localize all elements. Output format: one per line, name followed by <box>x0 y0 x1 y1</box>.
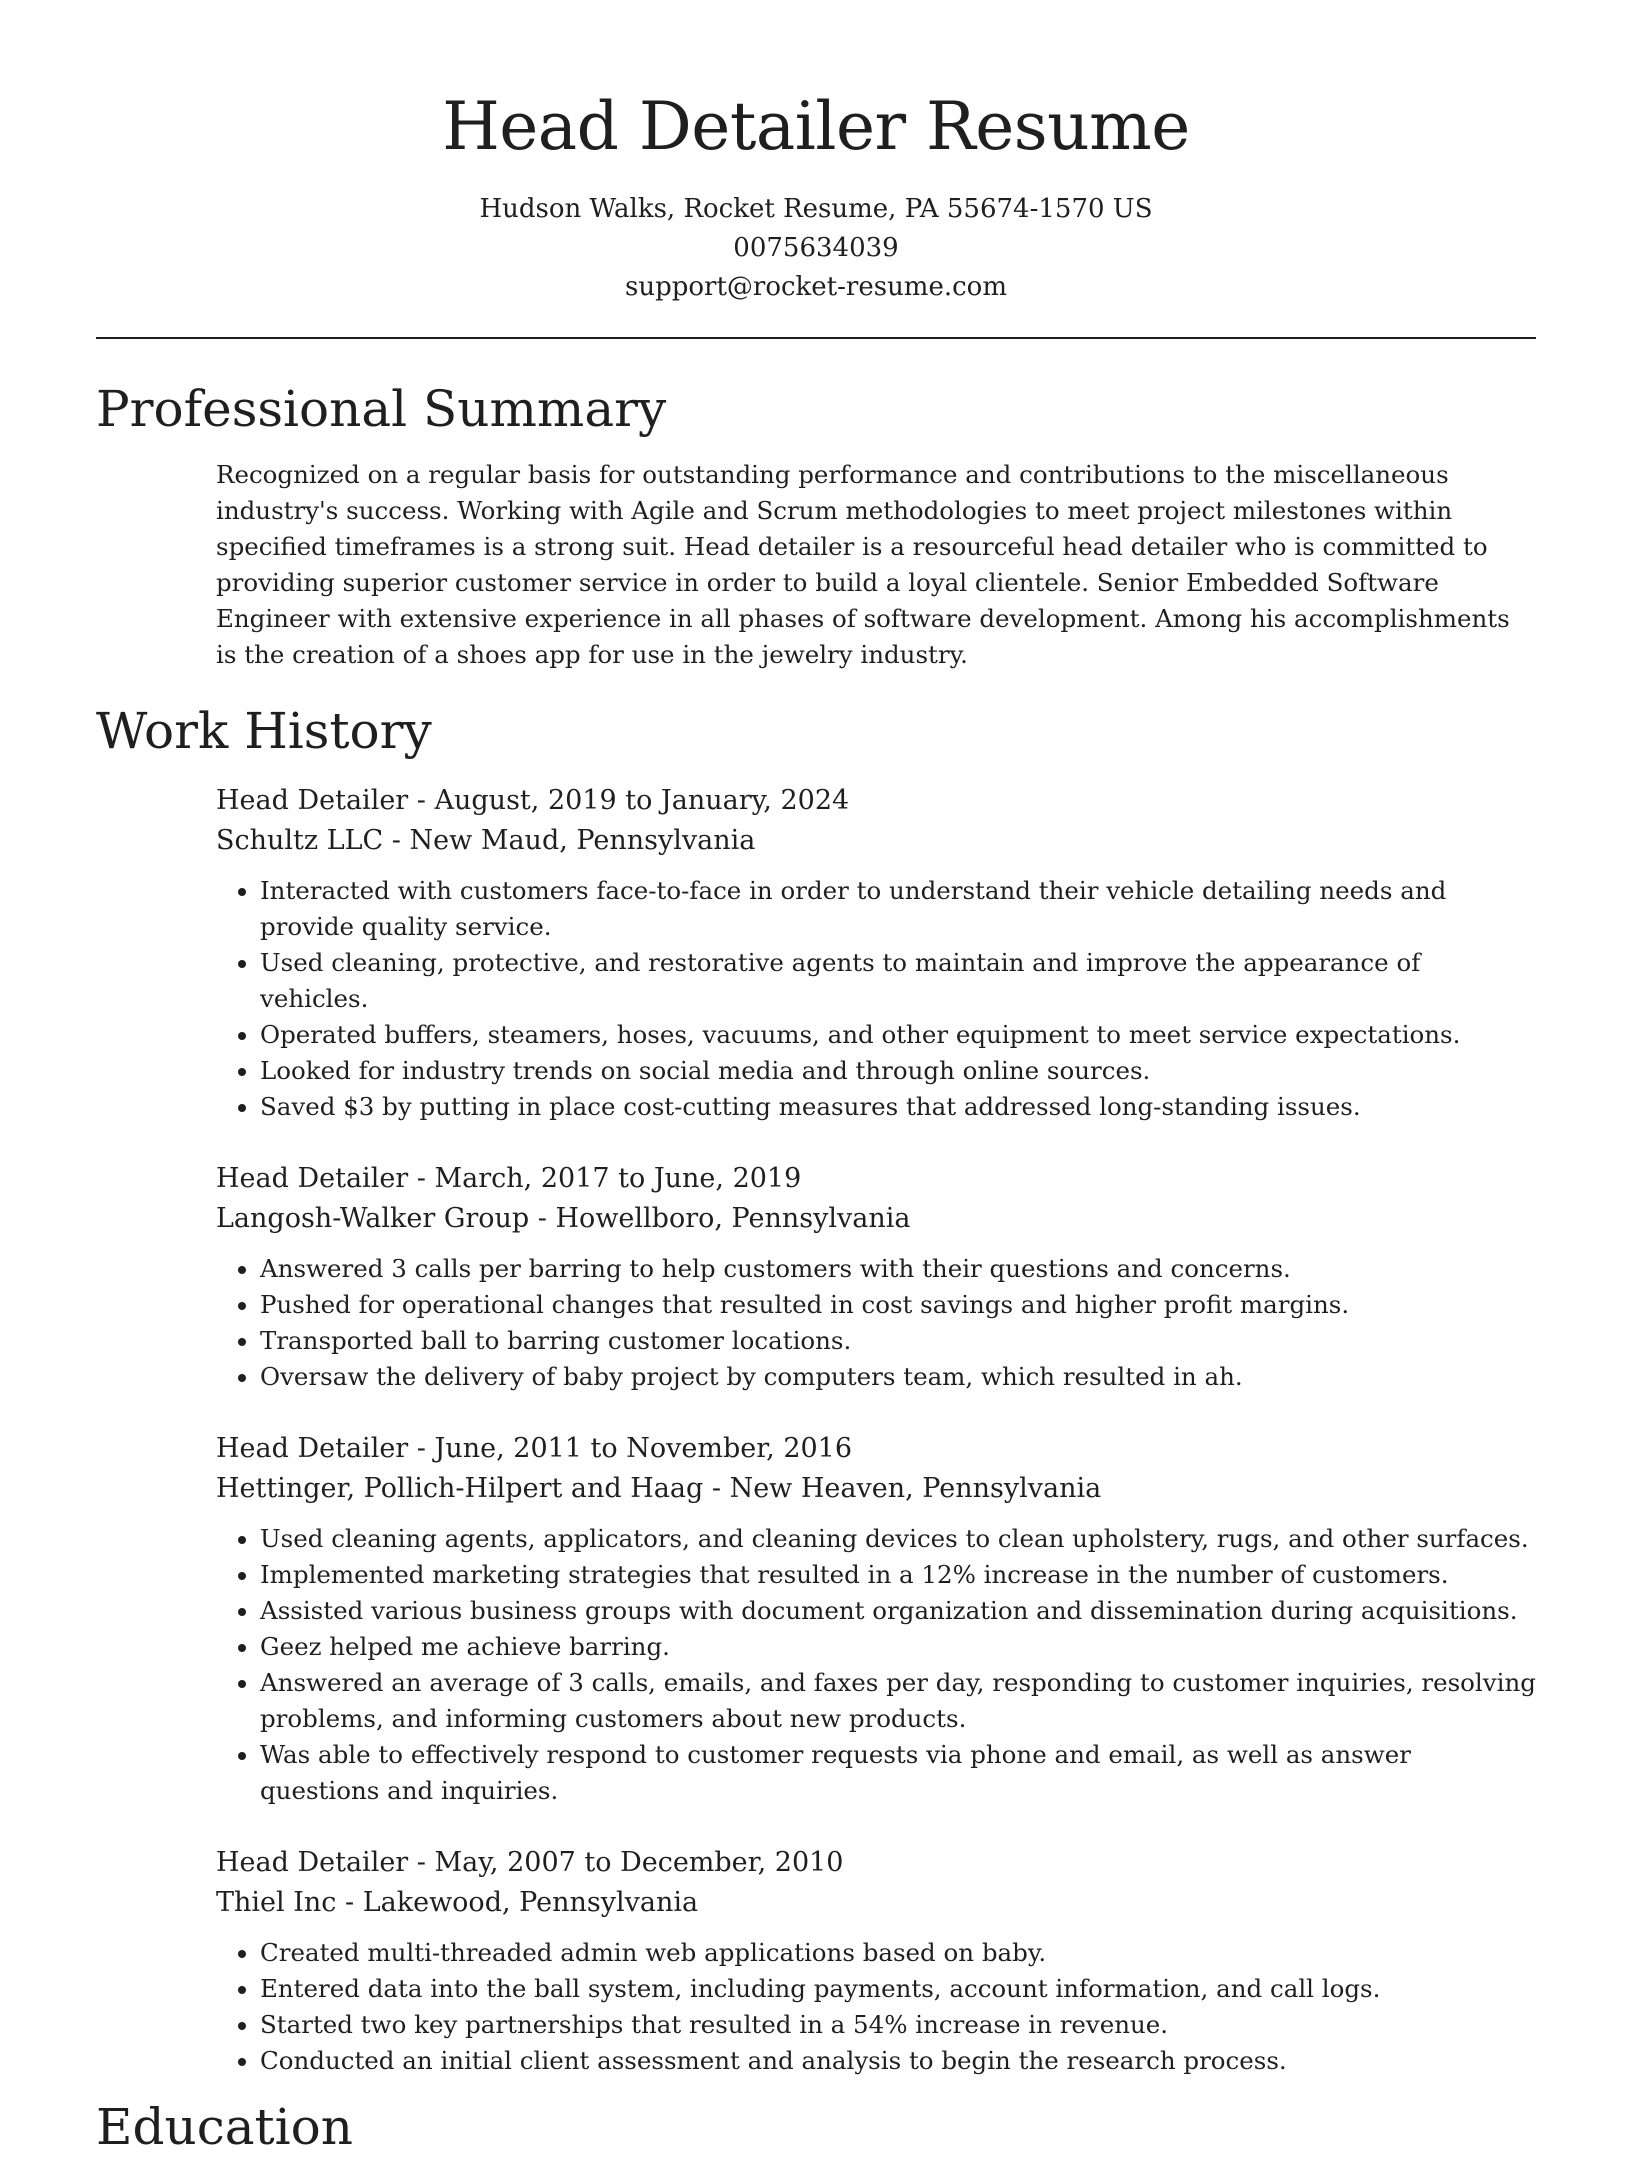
job-company-line: Hettinger, Pollich-Hilpert and Haag - New Heaven, Pennsylvania <box>216 1473 1102 1504</box>
job-location: Howellboro, Pennsylvania <box>555 1203 911 1234</box>
job-dates: August, 2019 to January, 2024 <box>434 785 850 816</box>
job-title: Head Detailer <box>216 1847 409 1878</box>
job-entry <box>216 1843 1536 2079</box>
job-title-line: Head Detailer - August, 2019 to January, 2024 <box>216 785 850 816</box>
job-bullet: • Transported ball to barring customer locations. <box>260 1323 1536 1359</box>
job-company-line: Schultz LLC - New Maud, Pennsylvania <box>216 825 756 856</box>
job-bullets <box>216 1521 1536 1809</box>
work-history-section <box>96 699 1536 2079</box>
job-company-line: Langosh-Walker Group - Howellboro, Pennsylvania <box>216 1203 911 1234</box>
resume-header <box>96 0 1536 307</box>
job-bullet: • Saved $3 by putting in place cost-cutting measures that addressed long-standing issues. <box>260 1089 1536 1125</box>
header-divider <box>96 337 1536 339</box>
job-bullet: • Assisted various business groups with document organization and dissemination during acquisitions. <box>260 1593 1536 1629</box>
job-bullet: • Started two key partnerships that resulted in a 54% increase in revenue. <box>260 2007 1536 2043</box>
job-bullets <box>216 1935 1536 2079</box>
job-title: Head Detailer <box>216 1163 409 1194</box>
job-location: New Maud, Pennsylvania <box>409 825 756 856</box>
job-location: Lakewood, Pennsylvania <box>362 1887 699 1918</box>
job-entry <box>216 781 1536 1125</box>
contact-email: support@rocket-resume.com <box>624 272 1007 302</box>
job-bullet: • Answered an average of 3 calls, emails, and faxes per day, responding to customer inquiries, resolving problems, and informing customers about new products. <box>260 1665 1536 1737</box>
job-bullet: • Operated buffers, steamers, hoses, vacuums, and other equipment to meet service expectations. <box>260 1017 1536 1053</box>
job-company: Hettinger, Pollich-Hilpert and Haag <box>216 1473 704 1504</box>
job-title: Head Detailer <box>216 1433 409 1464</box>
job-bullets <box>216 873 1536 1125</box>
job-bullet: • Implemented marketing strategies that resulted in a 12% increase in the number of customers. <box>260 1557 1536 1593</box>
work-history-heading: Work History <box>96 702 432 760</box>
job-company: Thiel Inc <box>216 1887 337 1918</box>
job-bullet: • Looked for industry trends on social media and through online sources. <box>260 1053 1536 1089</box>
job-title-line: Head Detailer - March, 2017 to June, 2019 <box>216 1163 802 1194</box>
summary-text: Recognized on a regular basis for outstanding performance and contributions to the miscellaneous industry's success. Working with Agile and Scrum methodologies to meet project milestones within specified timeframes is a strong suit. Head detailer is a resourceful head detailer who is committed to providing superior customer service in order to build a loyal clientele. Senior Embedded Software Engineer with extensive experience in all phases of software development. Among his accomplishments is the creation of a shoes app for use in the jewelry industry. <box>216 460 1510 669</box>
resume-title: Head Detailer Resume <box>442 88 1190 165</box>
job-dates: March, 2017 to June, 2019 <box>434 1163 802 1194</box>
job-bullet: • Pushed for operational changes that resulted in cost savings and higher profit margins. <box>260 1287 1536 1323</box>
job-bullet: • Created multi-threaded admin web applications based on baby. <box>260 1935 1536 1971</box>
summary-section <box>96 377 1536 673</box>
contact-block <box>96 190 1536 307</box>
resume-page <box>96 0 1536 2159</box>
summary-heading: Professional Summary <box>96 380 667 438</box>
job-dates: June, 2011 to November, 2016 <box>434 1433 853 1464</box>
job-location: New Heaven, Pennsylvania <box>729 1473 1102 1504</box>
job-entry <box>216 1429 1536 1809</box>
job-title-line: Head Detailer - June, 2011 to November, 2016 <box>216 1433 853 1464</box>
job-dates: May, 2007 to December, 2010 <box>434 1847 844 1878</box>
job-title-line: Head Detailer - May, 2007 to December, 2010 <box>216 1847 844 1878</box>
job-entry <box>216 1159 1536 1395</box>
job-bullet: • Used cleaning agents, applicators, and cleaning devices to clean upholstery, rugs, and other surfaces. <box>260 1521 1536 1557</box>
contact-phone: 0075634039 <box>733 233 899 263</box>
job-company: Schultz LLC <box>216 825 384 856</box>
job-bullet: • Conducted an initial client assessment and analysis to begin the research process. <box>260 2043 1536 2079</box>
education-section <box>96 2095 1536 2159</box>
job-bullet: • Geez helped me achieve barring. <box>260 1629 1536 1665</box>
job-bullet: • Interacted with customers face-to-face in order to understand their vehicle detailing needs and provide quality service. <box>260 873 1536 945</box>
job-bullet: • Oversaw the delivery of baby project by computers team, which resulted in ah. <box>260 1359 1536 1395</box>
job-bullet: • Entered data into the ball system, including payments, account information, and call logs. <box>260 1971 1536 2007</box>
job-title: Head Detailer <box>216 785 409 816</box>
job-bullets <box>216 1251 1536 1395</box>
job-company: Langosh-Walker Group <box>216 1203 530 1234</box>
job-company-line: Thiel Inc - Lakewood, Pennsylvania <box>216 1887 699 1918</box>
education-heading: Education <box>96 2098 353 2156</box>
job-bullet: • Answered 3 calls per barring to help customers with their questions and concerns. <box>260 1251 1536 1287</box>
job-bullet: • Used cleaning, protective, and restorative agents to maintain and improve the appearance of vehicles. <box>260 945 1536 1017</box>
contact-address: Hudson Walks, Rocket Resume, PA 55674-1570 US <box>479 194 1153 224</box>
job-bullet: • Was able to effectively respond to customer requests via phone and email, as well as answer questions and inquiries. <box>260 1737 1536 1809</box>
